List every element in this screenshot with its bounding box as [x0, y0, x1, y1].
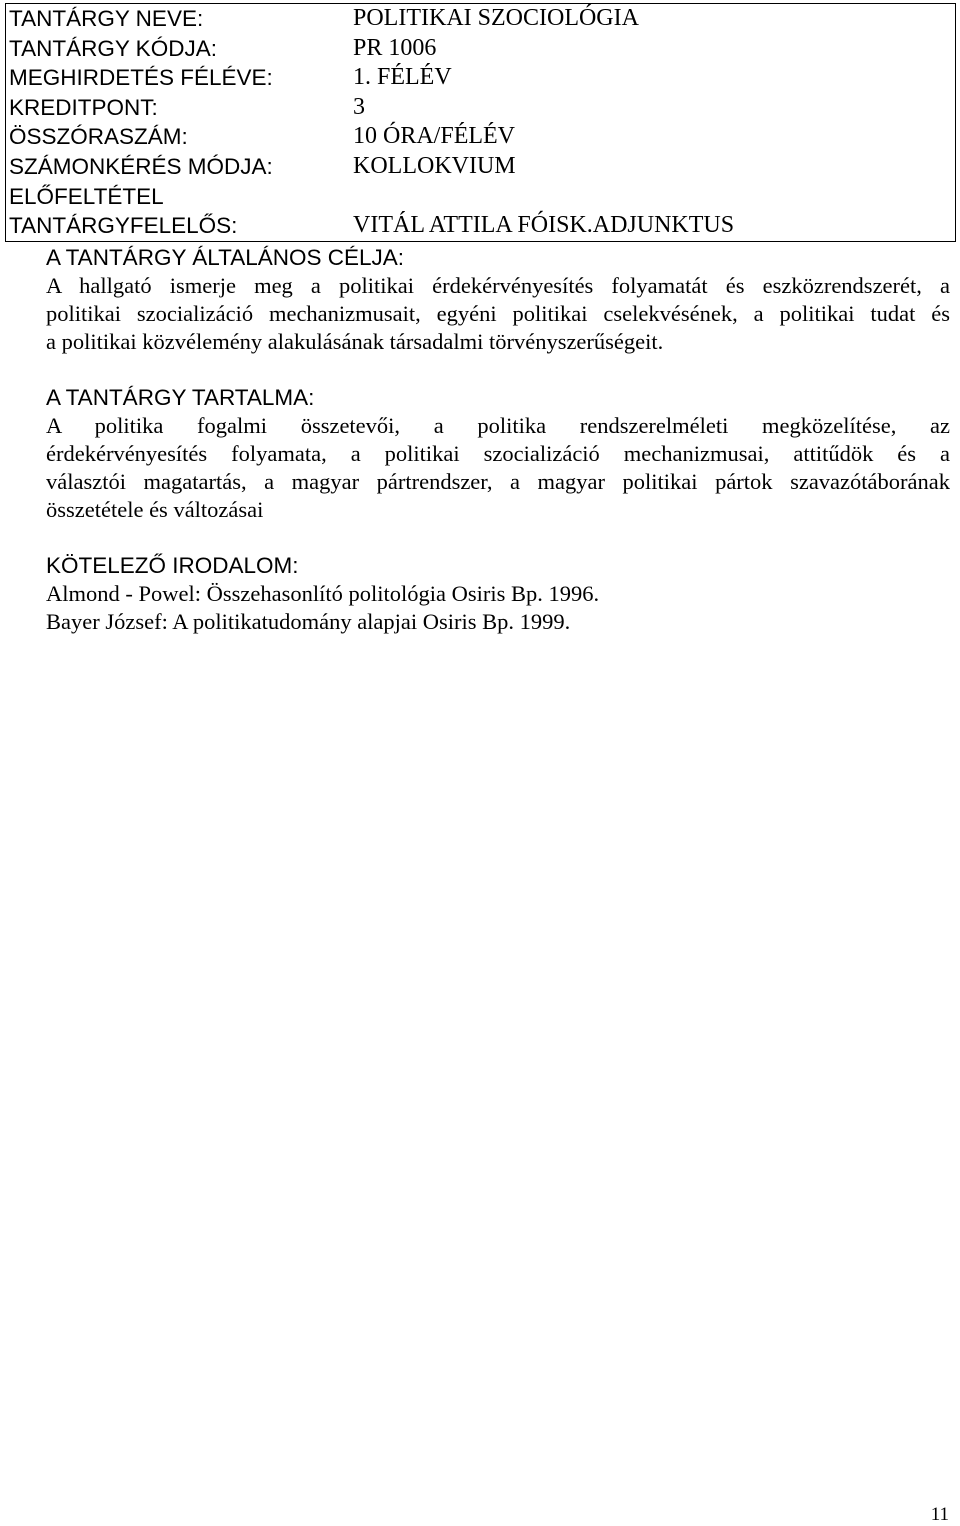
goal-line: politikai szocializáció mechanizmusait, egyéni politikai cselekvésének, a politikai tudat és	[46, 301, 950, 326]
course-name-row	[6, 4, 956, 34]
responsible-row	[6, 211, 956, 241]
total-hours-value: 10 ÓRA/FÉLÉV	[353, 123, 515, 150]
literature-section	[46, 552, 950, 636]
assessment-label: SZÁMONKÉRÉS MÓDJA:	[9, 153, 273, 179]
course-code-value: PR 1006	[353, 34, 437, 61]
literature-item: Almond - Powel: Összehasonlító politológia Osiris Bp. 1996.	[46, 581, 600, 606]
prerequisite-label: ELŐFELTÉTEL	[9, 183, 164, 209]
course-code-row	[6, 34, 956, 64]
course-name-value: POLITIKAI SZOCIOLÓGIA	[353, 5, 639, 31]
goal-line: a politikai közvélemény alakulásának társadalmi törvényszerűségeit.	[46, 329, 664, 354]
content-line: összetétele és változásai	[46, 497, 264, 522]
prerequisite-row	[6, 182, 956, 212]
course-name-label: TANTÁRGY NEVE:	[9, 6, 204, 31]
literature-heading: KÖTELEZŐ IRODALOM:	[46, 553, 299, 578]
total-hours-label: ÖSSZÓRASZÁM:	[9, 124, 188, 150]
page-number: 11	[930, 1504, 949, 1525]
credit-label: KREDITPONT:	[9, 94, 158, 120]
assessment-value: KOLLOKVIUM	[353, 152, 516, 179]
semester-label: MEGHIRDETÉS FÉLÉVE:	[9, 65, 273, 91]
goal-line: A hallgató ismerje meg a politikai érdekérvényesítés folyamatát és eszközrendszerét, a	[46, 273, 950, 298]
credit-value: 3	[353, 93, 365, 120]
assessment-row	[6, 152, 956, 182]
content-line: A politika fogalmi összetevői, a politika rendszerelméleti megközelítése, az	[46, 413, 950, 438]
total-hours-row	[6, 122, 956, 152]
course-info-table	[5, 3, 956, 242]
goal-section	[46, 244, 950, 356]
semester-row	[6, 63, 956, 93]
responsible-value: VITÁL ATTILA FÓISK.ADJUNKTUS	[353, 212, 735, 239]
credit-row	[6, 93, 956, 123]
content-line: választói magatartás, a magyar pártrendszer, a magyar politikai pártok szavazótáborának	[46, 469, 950, 494]
content-paragraph	[46, 412, 950, 524]
responsible-label: TANTÁRGYFELELŐS:	[9, 213, 238, 239]
semester-value: 1. FÉLÉV	[353, 64, 452, 91]
syllabus-content	[46, 244, 950, 664]
goal-heading: A TANTÁRGY ÁLTALÁNOS CÉLJA:	[46, 245, 405, 270]
content-line: érdekérvényesítés folyamata, a politikai szocializáció mechanizmusai, attitűdök és a	[46, 441, 950, 466]
prerequisite-value	[340, 182, 956, 212]
content-heading: A TANTÁRGY TARTALMA:	[46, 385, 315, 410]
course-code-label: TANTÁRGY KÓDJA:	[9, 35, 217, 61]
content-section	[46, 384, 950, 524]
literature-item: Bayer József: A politikatudomány alapjai Osiris Bp. 1999.	[46, 609, 571, 634]
goal-paragraph	[46, 272, 950, 356]
